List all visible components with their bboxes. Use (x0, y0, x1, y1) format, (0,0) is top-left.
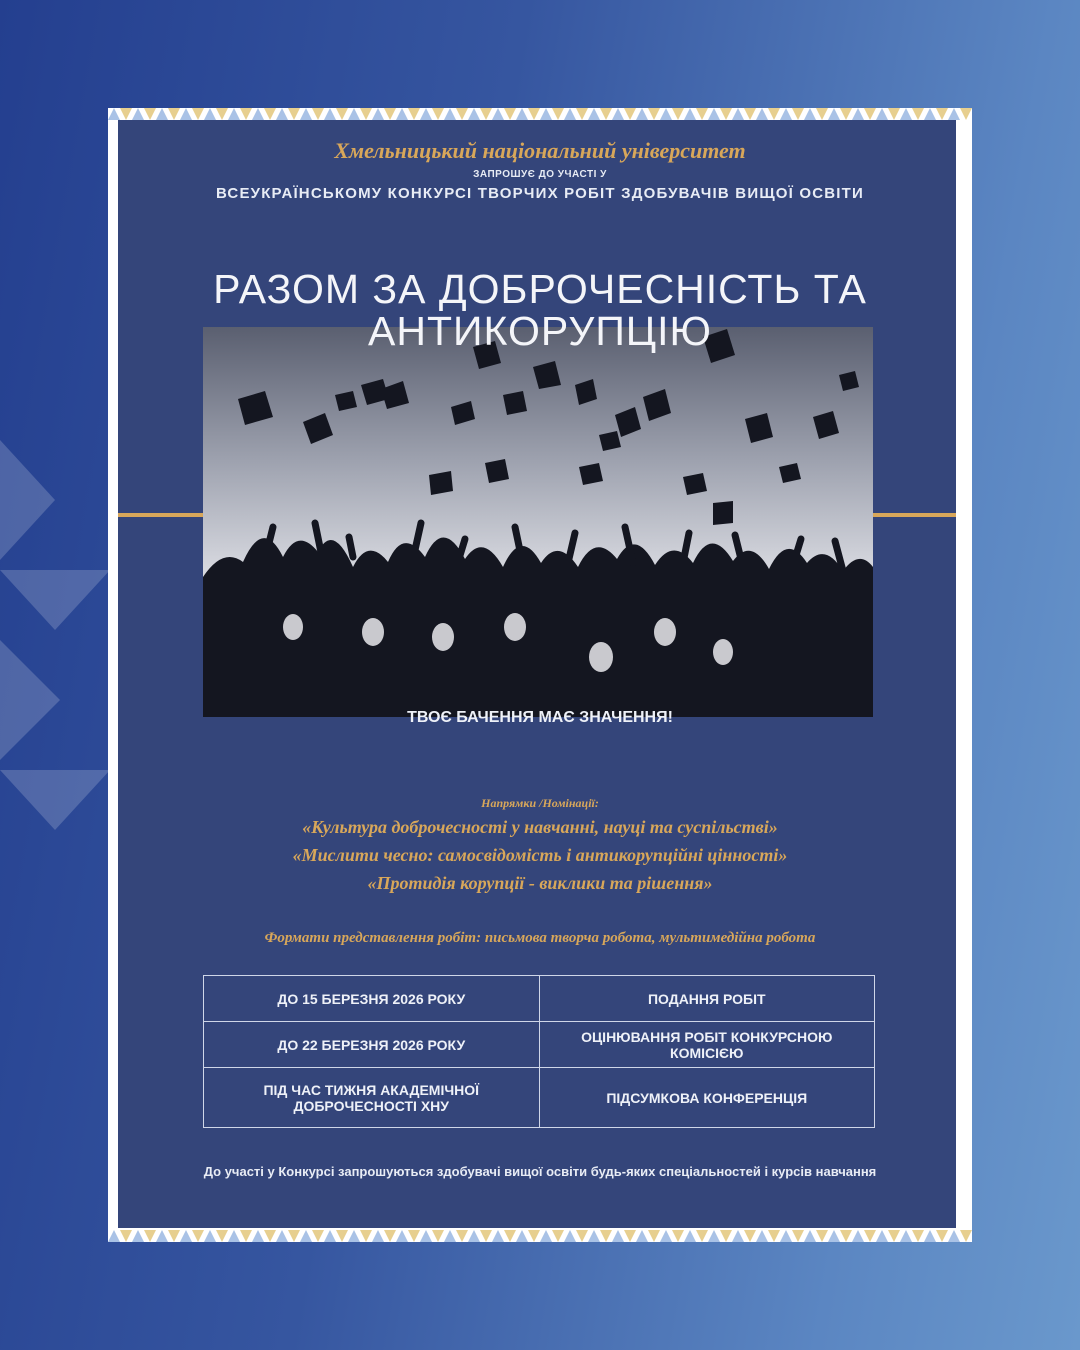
background-decoration (0, 440, 110, 840)
schedule-table (203, 975, 875, 1128)
gold-line-right (873, 513, 956, 517)
bottom-pattern-border (108, 1230, 972, 1242)
gold-line-left (118, 513, 203, 517)
schedule-date: ПІД ЧАС ТИЖНЯ АКАДЕМІЧНОЇ ДОБРОЧЕСНОСТІ ХНУ (204, 1068, 540, 1128)
schedule-date: ДО 15 БЕРЕЗНЯ 2026 РОКУ (204, 976, 540, 1022)
nominations-heading: Напрямки /Номінації: (481, 796, 599, 810)
schedule-date: ДО 22 БЕРЕЗНЯ 2026 РОКУ (204, 1022, 540, 1068)
schedule-event: ОЦІНЮВАННЯ РОБІТ КОНКУРСНОЮ КОМІСІЄЮ (539, 1022, 875, 1068)
footer-text: До участі у Конкурсі запрошуються здобувачі вищої освіти будь-яких спеціальностей і курсів навчання (203, 1164, 877, 1179)
nomination-2: «Мислити чесно: самосвідомість і антикорупційні цінності» (292, 845, 788, 865)
university-name: Хмельницький національний університет (334, 138, 746, 163)
schedule-event: ПІДСУМКОВА КОНФЕРЕНЦІЯ (539, 1068, 875, 1128)
table-row (204, 1022, 875, 1068)
nomination-1: «Культура доброчесності у навчанні, науці та суспільстві» (302, 817, 778, 837)
formats-text: Формати представлення робіт: письмова творча робота, мультимедійна робота (264, 930, 816, 946)
table-row (204, 976, 875, 1022)
top-pattern-border (108, 108, 972, 120)
poster (108, 108, 972, 1242)
contest-name: ВСЕУКРАЇНСЬКОМУ КОНКУРСІ ТВОРЧИХ РОБІТ ЗДОБУВАЧІВ ВИЩОЇ ОСВІТИ (215, 185, 865, 202)
graduation-caps-photo (203, 327, 873, 717)
title-line-2: АНТИКОРУПЦІЮ (368, 308, 712, 354)
nomination-3: «Протидія корупції - виклики та рішення» (367, 873, 713, 893)
motto: ТВОЄ БАЧЕННЯ МАЄ ЗНАЧЕННЯ! (407, 709, 673, 726)
invite-text: ЗАПРОШУЄ ДО УЧАСТІ У (473, 169, 607, 180)
title-line-1: РАЗОМ ЗА ДОБРОЧЕСНІСТЬ ТА (213, 266, 867, 312)
schedule-event: ПОДАННЯ РОБІТ (539, 976, 875, 1022)
main-title (108, 268, 972, 352)
table-row (204, 1068, 875, 1128)
